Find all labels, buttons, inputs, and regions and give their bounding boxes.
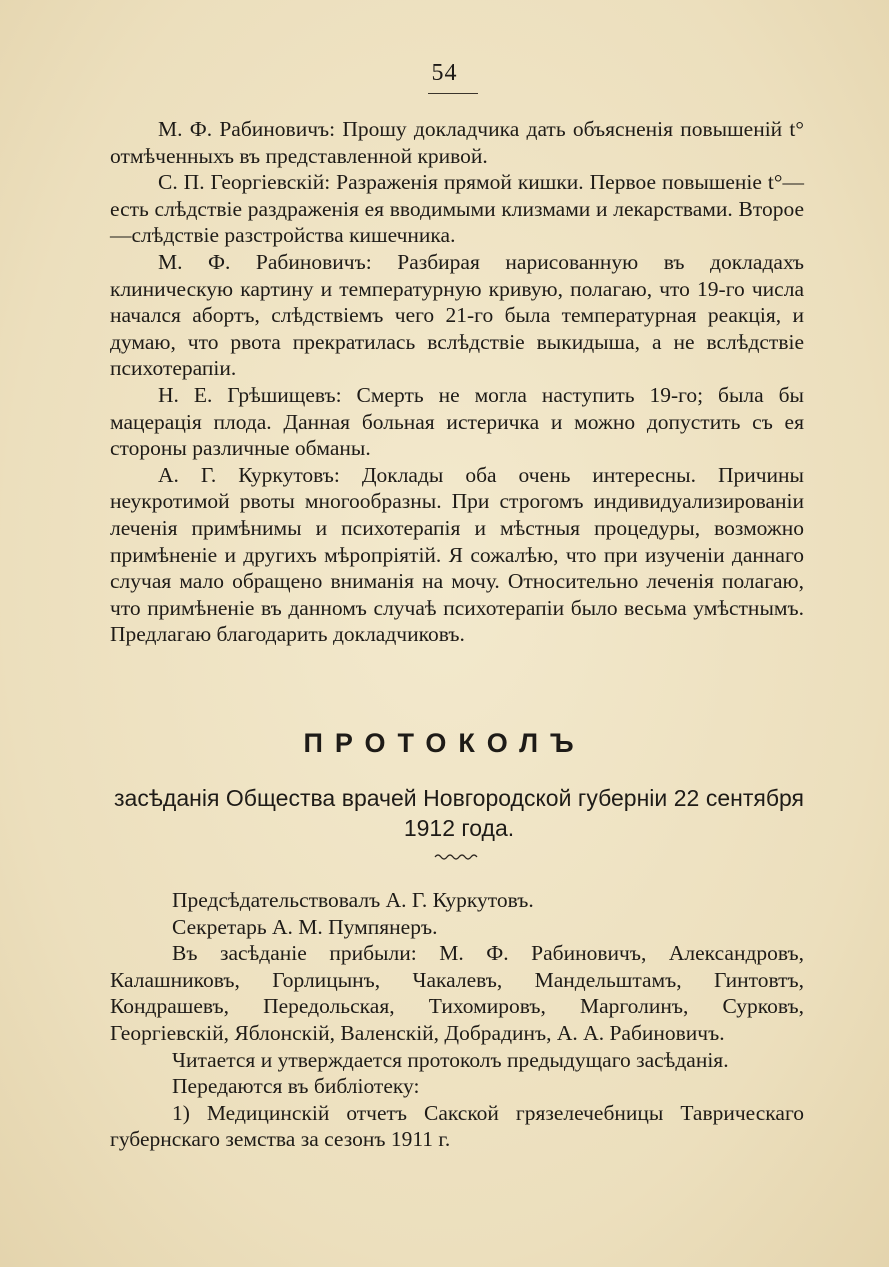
discussion-paragraph: А. Г. Куркутовъ: Доклады оба очень интересны. Причины неукротимой рвоты многообразны. При строгомъ индивидуализированіи леченія примѣнимы и психотерапія и мѣстныя процедуры, возможно примѣненіе и другихъ мѣропріятій. Я сожалѣю, что при изученіи даннаго случая мало обращено вниманія на мочу. Относительно леченія полагаю, что примѣненіе въ данномъ случаѣ психотерапіи было весьма умѣстнымъ. Предлагаю благодарить докладчиковъ. xyxy=(110,462,804,647)
discussion-paragraph: М. Ф. Рабиновичъ: Прошу докладчика дать объясненія повышеній t° отмѣченныхъ въ представленной кривой. xyxy=(110,117,804,168)
list-item: 1) Медицинскій отчетъ Сакской грязелечебницы Таврическаго губернскаго земства за сезонъ 1911 г. xyxy=(110,1100,804,1152)
minutes-paragraph: Передаются въ библіотеку: xyxy=(172,1074,420,1099)
discussion-section xyxy=(110,116,804,648)
discussion-paragraph: М. Ф. Рабиновичъ: Разбирая нарисованную въ докладахъ клиническую картину и температурную кривую, полагаю, что 19-го числа начался абортъ, слѣдствіемъ чего 21-го была температурная реакція, и думаю, что рвота прекратилась вслѣдствіе выкидыша, а не вслѣдствіе психотерапіи. xyxy=(110,249,804,381)
minutes-paragraph: Читается и утверждается протоколъ предыдущаго засѣданія. xyxy=(172,1047,729,1072)
chairman-line: Предсѣдательствовалъ А. Г. Куркутовъ. xyxy=(172,888,534,912)
secretary-line: Секретарь А. М. Пумпянеръ. xyxy=(172,914,438,939)
discussion-paragraph: Н. Е. Грѣшищевъ: Смерть не могла наступить 19-го; была бы мацерація плода. Данная больная истеричка и можно допустить съ ея стороны различные обманы. xyxy=(110,382,804,461)
page-number: 54 xyxy=(431,60,458,86)
minutes-section xyxy=(110,887,804,1153)
discussion-paragraph: С. П. Георгіевскій: Разраженія прямой кишки. Первое повышеніе t°—есть слѣдствіе раздраженія ея вводимыми клизмами и лекарствами. Второе—слѣдствіе разстройства кишечника. xyxy=(110,170,804,248)
page-number-rule xyxy=(428,93,478,94)
ornament-divider xyxy=(434,852,480,862)
protocol-title: ПРОТОКОЛЪ xyxy=(303,728,586,758)
attendees-paragraph: Въ засѣданіе прибыли: М. Ф. Рабиновичъ, Александровъ, Калашниковъ, Горлицынъ, Чакалевъ, Мандельштамъ, Гинтовтъ, Кондрашевъ, Передольская, Тихомировъ, Марголинъ, Сурковъ, Георгіевскій, Яблонскій, Валенскій, Добрадинъ, А. А. Рабиновичъ. xyxy=(110,941,804,1045)
protocol-subtitle: засѣданія Общества врачей Новгородской губерніи 22 сентября 1912 года. xyxy=(114,785,804,841)
